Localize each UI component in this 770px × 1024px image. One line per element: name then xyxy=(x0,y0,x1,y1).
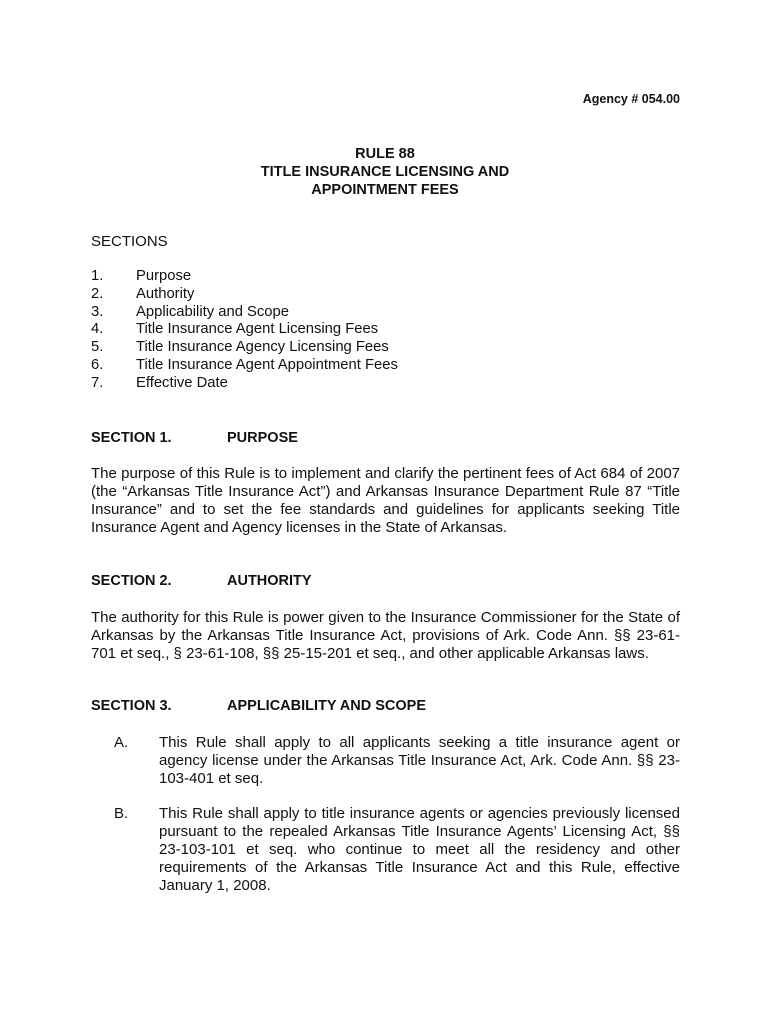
toc-number: 2. xyxy=(91,285,104,302)
section-1-heading xyxy=(91,430,298,446)
toc-item xyxy=(91,321,398,339)
toc-label: Purpose xyxy=(136,268,192,284)
section-3-item xyxy=(114,734,680,788)
rule-title xyxy=(0,145,770,199)
rule-title-line: TITLE INSURANCE LICENSING AND xyxy=(260,164,510,180)
toc-item xyxy=(91,286,398,304)
toc-item xyxy=(91,339,398,357)
item-letter: A. xyxy=(114,734,129,751)
toc-label: Title Insurance Agency Licensing Fees xyxy=(136,339,389,356)
toc-item xyxy=(91,375,398,393)
rule-number: RULE 88 xyxy=(355,146,415,162)
toc-number: 4. xyxy=(91,321,104,338)
section-number: SECTION 1. xyxy=(91,430,172,446)
toc-number: 5. xyxy=(91,339,104,356)
toc-label: Title Insurance Agent Licensing Fees xyxy=(136,321,379,338)
toc-item xyxy=(91,357,398,375)
toc-label: Title Insurance Agent Appointment Fees xyxy=(136,356,398,373)
toc-number: 7. xyxy=(91,374,104,391)
section-2-body: The authority for this Rule is power given to the Insurance Commissioner for the State of Arkansas by the Arkansas Title Insurance Act, provisions of Ark. Code Ann. §§ 23-61-701 et seq., § 23-61-108, §§ 25-15-201 et seq., and other applicable Arkansas laws. xyxy=(91,609,680,662)
section-1-body: The purpose of this Rule is to implement and clarify the pertinent fees of Act 684 of 2007 (the “Arkansas Title Insurance Act”) and Arkansas Insurance Department Rule 87 “Title Insurance” and to set the fee standards and guidelines for applicants seeking Title Insurance Agent and Agency licenses in the State of Arkansas. xyxy=(91,465,680,536)
section-3-item xyxy=(114,805,680,895)
section-number: SECTION 3. xyxy=(91,698,172,714)
toc-number: 1. xyxy=(91,268,104,284)
section-2-heading xyxy=(91,573,312,589)
item-text: This Rule shall apply to title insurance agents or agencies previously licensed pursuant to the repealed Arkansas Title Insurance Agents’ Licensing Act, §§ 23-103-101 et seq. who continue to meet all the residency and other requirements of the Arkansas Title Insurance Act and this Rule, effective January 1, 2008. xyxy=(159,805,680,894)
item-letter: B. xyxy=(114,805,129,822)
agency-number: Agency # 054.00 xyxy=(582,92,680,106)
section-title: APPLICABILITY AND SCOPE xyxy=(227,698,426,714)
toc-number: 3. xyxy=(91,303,104,320)
toc-label: Authority xyxy=(136,285,195,302)
sections-heading: SECTIONS xyxy=(91,233,168,250)
toc-item xyxy=(91,304,398,322)
toc-label: Effective Date xyxy=(136,374,228,391)
toc-number: 6. xyxy=(91,356,104,373)
table-of-contents xyxy=(91,268,398,393)
rule-title-line: APPOINTMENT FEES xyxy=(311,182,459,198)
section-3-heading xyxy=(91,698,426,714)
item-text: This Rule shall apply to all applicants seeking a title insurance agent or agency license under the Arkansas Title Insurance Act, Ark. Code Ann. §§ 23-103-401 et seq. xyxy=(159,734,680,787)
section-number: SECTION 2. xyxy=(91,573,172,589)
section-title: PURPOSE xyxy=(227,430,298,446)
section-title: AUTHORITY xyxy=(227,573,312,589)
toc-item xyxy=(91,268,398,286)
toc-label: Applicability and Scope xyxy=(136,303,289,320)
